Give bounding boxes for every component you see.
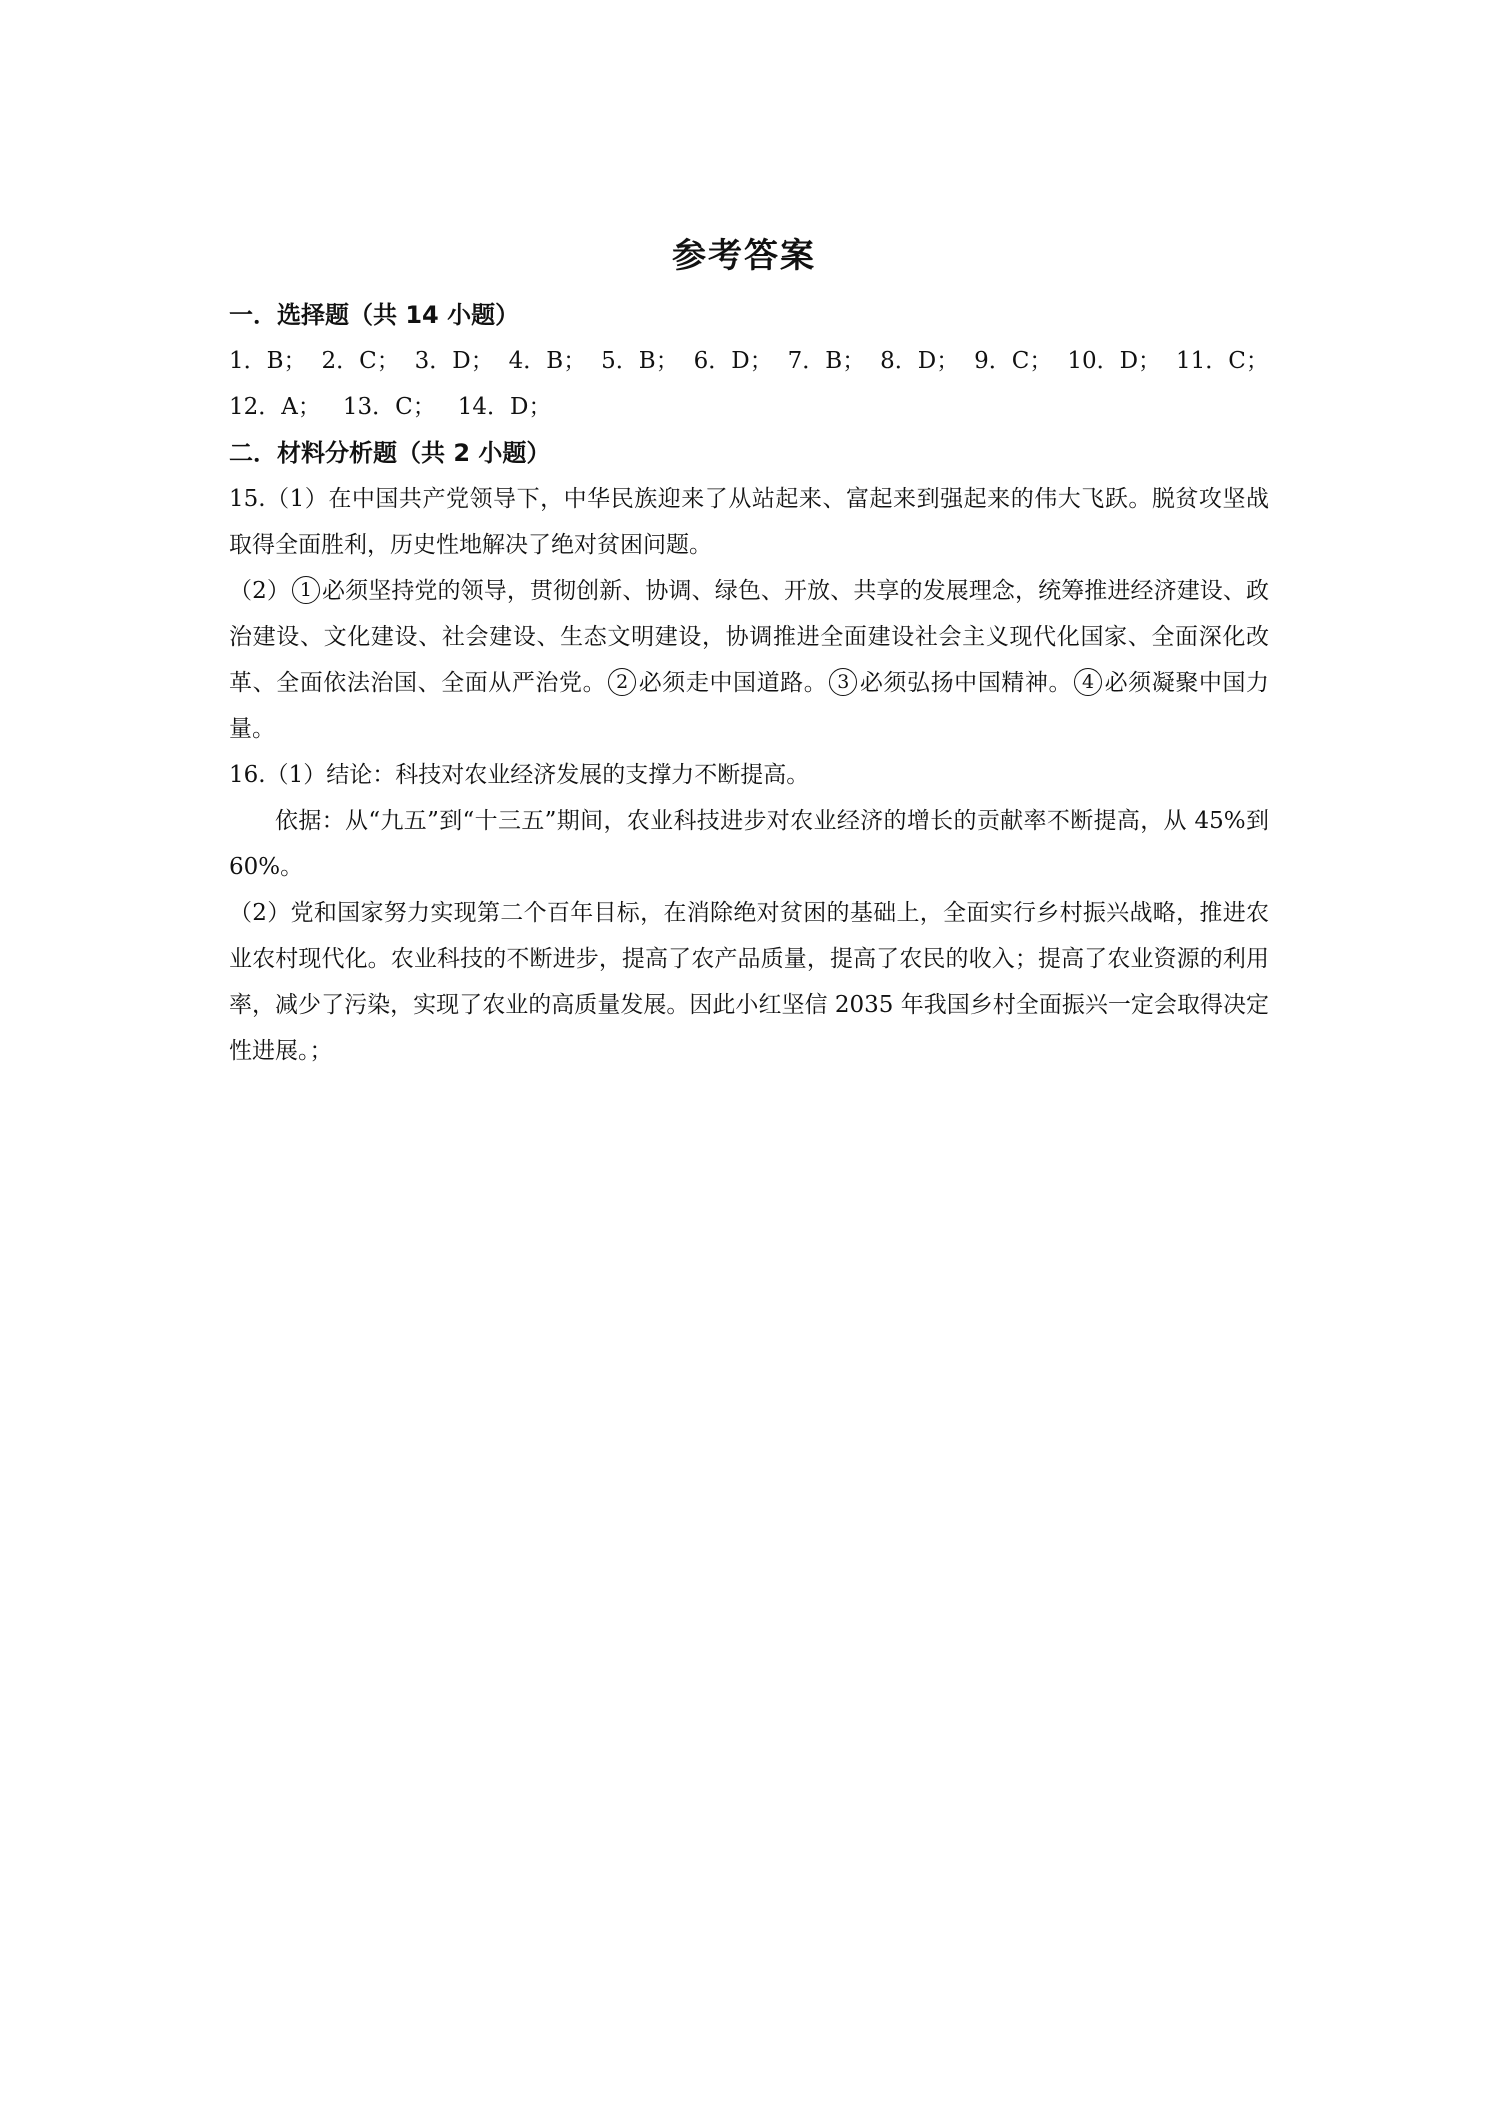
- choice-answers-row-1: [229, 338, 1269, 384]
- answer-content: [229, 292, 1269, 1074]
- circled-number-1: 1: [292, 576, 320, 604]
- answer-item: 2．C；: [321, 348, 400, 374]
- q16-evidence: 依据：从“九五”到“十三五”期间，农业科技进步对农业经济的增长的贡献率不断提高，从 45%到 60%。: [229, 808, 1269, 880]
- answer-item: 8．D；: [880, 348, 960, 374]
- answer-item: 14．D；: [457, 394, 552, 420]
- answer-item: 10．D；: [1067, 348, 1162, 374]
- answer-item: 9．C；: [974, 348, 1053, 374]
- answer-item: 7．B；: [787, 348, 866, 374]
- circled-number-4: 4: [1074, 668, 1102, 696]
- answer-item: 13．C；: [342, 394, 436, 420]
- answer-item: 6．D；: [693, 348, 773, 374]
- answer-item: 4．B；: [508, 348, 587, 374]
- q16-part2: （2）党和国家努力实现第二个百年目标，在消除绝对贫困的基础上，全面实行乡村振兴战略，推进农业农村现代化。农业科技的不断进步，提高了农产品质量，提高了农民的收入；提高了农业资源的利用率，减少了污染，实现了农业的高质量发展。因此小红坚信 2035 年我国乡村全面振兴一定会取得决定性进展。；: [229, 900, 1269, 1064]
- q15-point-1: 必须坚持党的领导，贯彻创新、协调、绿色、开放、共享的发展理念，统筹推进经济建设、政治建设、文化建设、社会建设、生态文明建设，协调推进全面建设社会主义现代化国家、全面深化改革、全面依法治国、全面从严治党。: [229, 578, 1269, 696]
- section-choice-heading: 一．选择题（共 14 小题）: [229, 301, 520, 329]
- page-title: 参考答案: [672, 236, 816, 276]
- answer-item: 1．B；: [229, 348, 307, 374]
- choice-answers-row-2: [229, 384, 1269, 430]
- q15-part1: 15.（1）在中国共产党领导下，中华民族迎来了从站起来、富起来到强起来的伟大飞跃。脱贫攻坚战取得全面胜利，历史性地解决了绝对贫困问题。: [229, 486, 1269, 558]
- q16-part1: 16.（1）结论：科技对农业经济发展的支撑力不断提高。: [229, 762, 810, 788]
- q15-point-4: 必须凝聚中国力量。: [229, 670, 1270, 742]
- section-analysis-heading: 二．材料分析题（共 2 小题）: [229, 439, 551, 467]
- answer-item: 11．C；: [1175, 348, 1269, 374]
- q15-point-3: 必须弘扬中国精神。: [859, 670, 1073, 696]
- q15-point-2: 必须走中国道路。: [638, 670, 828, 696]
- answer-item: 3．D；: [414, 348, 494, 374]
- q15-part2-prefix: （2）: [229, 578, 290, 604]
- answer-item: 5．B；: [601, 348, 679, 374]
- circled-number-2: 2: [608, 668, 636, 696]
- circled-number-3: 3: [829, 668, 857, 696]
- answer-item: 12．A；: [229, 394, 321, 420]
- q15-part2: [229, 568, 1269, 752]
